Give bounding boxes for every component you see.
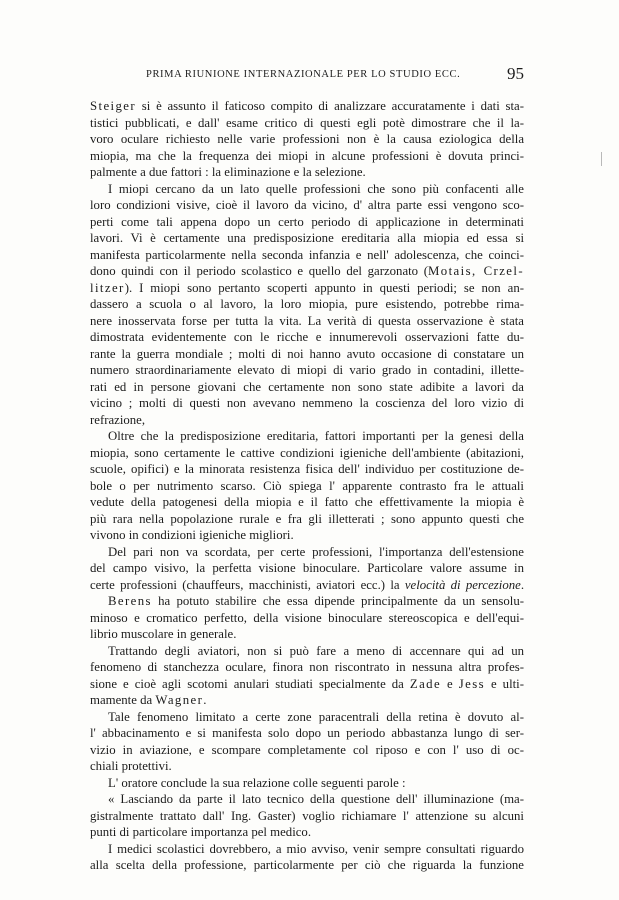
text-line	[90, 445, 524, 462]
text-run: l' abbacinamento e si manifesta solo dopo un periodo abbastanza lungo di ser-	[90, 726, 524, 740]
text-line	[90, 494, 524, 511]
text-run: vicino ; molti di questi non avevano nemmeno la coscienza del loro vizio di	[90, 396, 524, 410]
text-line	[90, 758, 524, 775]
emphasized-text: velocità di percezione	[404, 577, 521, 592]
text-run: rati ed in persone giovani che certamente non sono state adibite a lavori da	[90, 379, 524, 394]
text-line	[90, 296, 524, 313]
text-run: perti come tali appena dopo un certo periodo di applicazione in determinati	[90, 214, 524, 229]
text-run: vedute della patogenesi della miopia e il fatto che effettivamente la miopia è	[90, 495, 524, 509]
text-run: chiali protettivi.	[90, 759, 172, 773]
text-run: nere inosservata forse per tutta la vita. La verità di questa osservazione è stata	[90, 313, 524, 328]
text-line	[90, 263, 524, 280]
text-line	[90, 593, 524, 610]
text-run: scuole, opifici) e la minorata resistenza fisica dell' individuo per costituzione de-	[90, 462, 524, 476]
text-line	[90, 329, 524, 346]
text-line	[90, 824, 524, 841]
text-line	[90, 379, 524, 396]
text-line	[90, 626, 524, 643]
text-line	[90, 115, 524, 132]
margin-mark	[601, 152, 602, 166]
author-name: litzer	[90, 280, 125, 295]
text-run: e ulti-	[484, 676, 524, 691]
text-run: .	[520, 577, 524, 592]
text-run: tistici pubblicati, e dall' esame critico di questi egli potè dimostrare che il la-	[90, 115, 524, 130]
text-run: librio muscolare in generale.	[90, 627, 237, 641]
text-run: punti di particolare importanza pel medico.	[90, 825, 312, 839]
author-name: Berens	[108, 594, 152, 608]
text-run: ). I miopi sono pertanto scoperti appunto in questi periodi; se non an-	[124, 280, 524, 295]
text-run: Oltre che la predisposizione ereditaria, fattori importanti per la genesi della	[108, 429, 524, 443]
text-run: gistralmente trattato dall' Ing. Gaster) voglio richiamare l' attenzione su alcuni	[90, 808, 524, 823]
text-line	[90, 181, 524, 198]
text-run: miopia, ma che la frequenza dei miopi in alcune professioni è dovuta princi-	[90, 148, 524, 163]
text-line	[90, 643, 524, 660]
text-line	[90, 164, 524, 181]
text-run: refrazione,	[90, 412, 146, 427]
author-name: Jess	[458, 676, 485, 691]
text-run: loro condizioni visive, cioè il lavoro da vicino, d' altra parte essi vengono sco-	[90, 198, 524, 212]
text-line	[90, 197, 524, 214]
text-line	[90, 692, 524, 709]
author-name: Wagner	[155, 693, 204, 707]
author-name: Zade	[409, 676, 442, 691]
text-line	[90, 775, 524, 792]
text-run: sione e cioè agli scotomi anulari studiati specialmente da	[90, 676, 410, 691]
text-run: alla scelta della professione, particolarmente per ciò che riguarda la funzione	[90, 858, 524, 872]
text-line	[90, 230, 524, 247]
text-run: vizio in aviazione, e scompare completamente col riposo e con l' uso di oc-	[90, 742, 524, 757]
text-run: L' oratore conclude la sua relazione colle seguenti parole :	[108, 775, 406, 790]
text-run: Del pari non va scordata, per certe professioni, l'importanza dell'estensione	[108, 544, 524, 559]
text-line	[90, 395, 524, 412]
text-line	[90, 247, 524, 264]
text-run: mamente da	[90, 693, 156, 707]
text-line	[90, 313, 524, 330]
text-line	[90, 577, 524, 594]
text-run: miopia, sono certamente le cattive condizioni igieniche dell'ambiente (abitazioni,	[90, 445, 524, 460]
text-run: fenomeno di stanchezza oculare, finora non riscontrato in nessuna altra profes-	[90, 660, 524, 674]
text-run: più rara nella popolazione rurale e fra gli illetterati ; sono appunto questi che	[90, 511, 524, 526]
text-run: e	[441, 676, 459, 691]
text-run: dassero a scuola o al lavoro, la loro miopia, pure esistendo, potrebbe rima-	[90, 297, 524, 311]
text-line	[90, 478, 524, 495]
text-line	[90, 527, 524, 544]
text-line	[90, 148, 524, 165]
text-line	[90, 511, 524, 528]
text-run: certe professioni (chauffeurs, macchinisti, aviatori ecc.) la	[90, 577, 405, 592]
running-title: PRIMA RIUNIONE INTERNAZIONALE PER LO STUDIO ECC.	[146, 69, 461, 80]
running-header	[90, 66, 524, 86]
text-run: bole o per nutrimento scarso. Ciò spiega l' apparente contrasto fra le attuali	[90, 478, 524, 493]
text-line	[90, 841, 524, 858]
text-line	[90, 544, 524, 561]
author-name: Steiger	[90, 99, 137, 113]
text-run: I miopi cercano da un lato quelle professioni che sono più confacenti alle	[108, 181, 524, 196]
text-run: palmente a due fattori : la eliminazione e la selezione.	[90, 165, 366, 179]
text-line	[90, 676, 524, 693]
text-run: ha potuto stabilire che essa dipende principalmente da un sensolu-	[151, 594, 524, 608]
author-name: Motais, Crzel-	[428, 264, 524, 278]
text-line	[90, 346, 524, 363]
text-line	[90, 214, 524, 231]
text-run: vivono in condizioni igieniche migliori.	[90, 528, 294, 542]
text-line	[90, 791, 524, 808]
text-line	[90, 362, 524, 379]
text-run: manifesta particolarmente nella seconda infanzia e nell' adolescenza, che coinci-	[90, 247, 524, 262]
text-run: numero straordinariamente elevato di miopi di vario grado in contadini, illette-	[90, 363, 524, 377]
text-line	[90, 412, 524, 429]
text-run: si è assunto il faticoso compito di analizzare accuratamente i dati sta-	[136, 99, 524, 113]
text-line	[90, 131, 524, 148]
text-run: I medici scolastici dovrebbero, a mio avviso, venir sempre consultati riguardo	[108, 841, 524, 856]
text-line	[90, 709, 524, 726]
text-run: dimostrata evidentemente con le ricche e innumerevoli osservazioni fatte du-	[90, 330, 524, 344]
text-run: rante la guerra mondiale ; molti di noi hanno avuto occasione di constatare un	[90, 346, 524, 361]
text-run: del campo visivo, la perfetta visione binoculare. Particolare valore assume in	[90, 561, 524, 575]
text-line	[90, 725, 524, 742]
text-run: lavori. Vi è certamente una predisposizione ereditaria alla miopia ed essa si	[90, 231, 524, 245]
body-text	[90, 98, 524, 874]
text-run: Trattando degli aviatori, non si può fare a meno di accennare qui ad un	[108, 643, 524, 658]
text-line	[90, 659, 524, 676]
text-line	[90, 610, 524, 627]
text-run: Tale fenomeno limitato a certe zone paracentrali della retina è dovuto al-	[108, 709, 524, 724]
text-run: dono quindi con il periodo scolastico e quello del garzonato (	[90, 264, 429, 278]
text-line	[90, 857, 524, 874]
text-line	[90, 560, 524, 577]
text-run: voro oculare richiesto nelle varie professioni non è la causa eziologica della	[90, 132, 524, 146]
text-line	[90, 98, 524, 115]
text-line	[90, 742, 524, 759]
text-run: minoso e cromatico perfetto, della visione binoculare stereoscopica e dell'equi-	[90, 610, 524, 625]
text-line	[90, 280, 524, 297]
text-line	[90, 808, 524, 825]
text-run: .	[203, 693, 207, 707]
text-line	[90, 461, 524, 478]
page-number: 95	[507, 64, 524, 83]
text-run: « Lasciando da parte il lato tecnico della questione dell' illuminazione (ma-	[108, 792, 524, 806]
text-line	[90, 428, 524, 445]
